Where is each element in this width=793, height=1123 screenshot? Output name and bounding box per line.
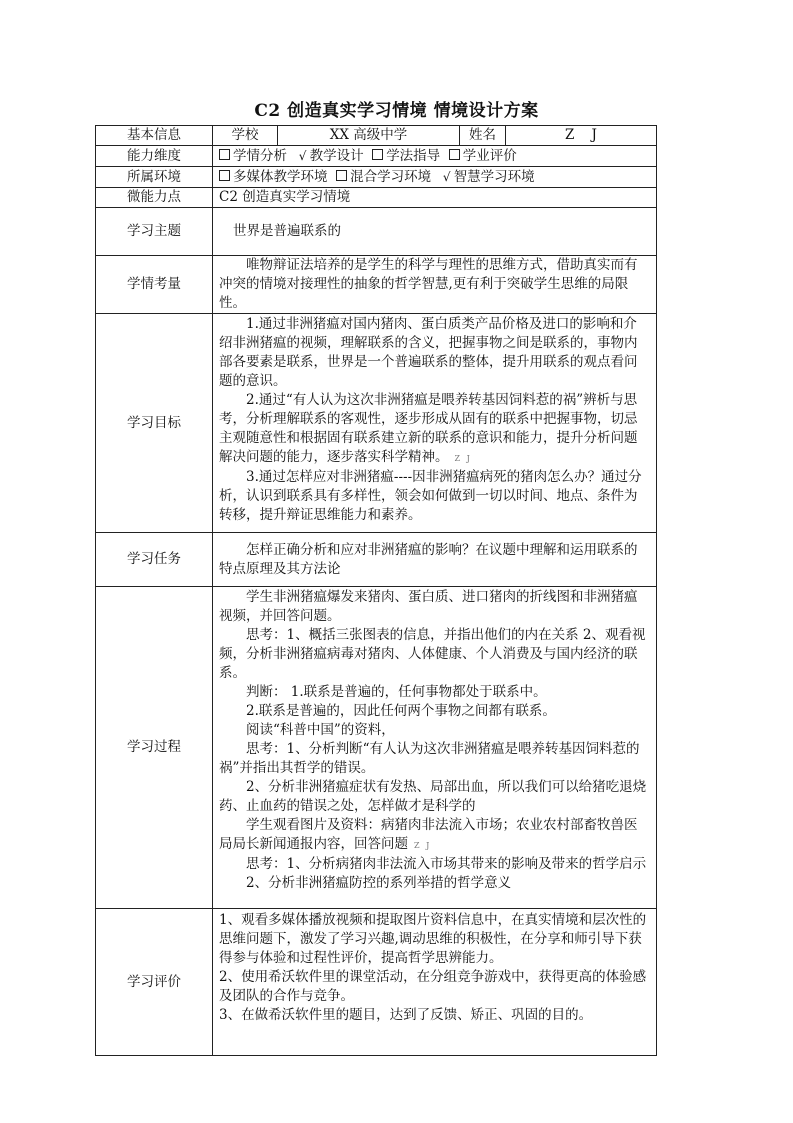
process-line-1: 学生非洲猪瘟爆发来猪肉、蛋白质、进口猪肉的折线图和非洲猪瘟视频，并回答问题。: [219, 589, 638, 624]
checkbox-empty-icon: [219, 149, 230, 160]
label-process: 学习过程: [96, 587, 213, 909]
micro-ability-value: C2 创造真实学习情境: [213, 188, 657, 208]
row-theme: [96, 208, 657, 256]
page-title: C2 创造真实学习情境 情境设计方案: [254, 101, 539, 121]
label-analysis: 学情考量: [96, 256, 213, 314]
row-goals: [96, 314, 657, 533]
checkmark-icon: √: [298, 148, 307, 163]
row-micro-ability: [96, 188, 657, 208]
row-environment: [96, 167, 657, 188]
checkmark-icon: √: [442, 169, 451, 184]
ability-option-0[interactable]: 学情分析: [219, 148, 287, 164]
name-value: Z J: [506, 126, 657, 146]
label-name: 姓名: [460, 126, 506, 146]
process-line-4: 2.联系是普遍的，因此任何两个事物之间都有联系。: [246, 703, 556, 719]
environment-option-1[interactable]: 混合学习环境: [336, 169, 431, 185]
ability-option-3[interactable]: 学业评价: [449, 148, 517, 164]
evaluation-line-1: 1、观看多媒体播放视频和提取图片资料信息中，在真实情境和层次性的思维问题下，激发了学习兴趣,调动思维的积极性，在分享和师引导下获得参与体验和过程性评价，提高哲学思辨能力。: [219, 912, 647, 966]
row-process: [96, 587, 657, 909]
label-environment: 所属环境: [96, 167, 213, 188]
design-table: [95, 125, 657, 1056]
goals-cell: [213, 314, 657, 533]
task-text: 怎样正确分析和应对非洲猪瘟的影响？在议题中理解和运用联系的特点原理及其方法论: [219, 541, 638, 577]
evaluation-cell: [213, 909, 657, 1056]
theme-value: 世界是普遍联系的: [213, 208, 657, 256]
ability-options: [213, 146, 657, 167]
goal-1: 1.通过非洲猪瘟对国内猪肉、蛋白质类产品价格及进口的影响和介绍非洲猪瘟的视频，理解联系的含义，把握事物之间是联系的，事物内部各要素是联系，世界是一个普遍联系的整体，提升用联系的观点看问题的意识。: [219, 316, 638, 389]
analysis-text: 唯物辩证法培养的是学生的科学与理性的思维方式，借助真实而有冲突的情境对接理性的抽象的哲学智慧,更有利于突破学生思维的局限性。: [219, 257, 638, 311]
checkbox-empty-icon: [219, 170, 230, 181]
process-line-7: 2、分析非洲猪瘟症状有发热、局部出血，所以我们可以给猪吃退烧药、止血药的错误之处，怎样做才是科学的: [219, 779, 647, 814]
process-line-6: 思考：1、分析判断“有人认为这次非洲猪瘟是喂养转基因饲料惹的祸”并指出其哲学的错误。: [219, 741, 640, 776]
environment-option-0[interactable]: 多媒体教学环境: [219, 169, 328, 185]
row-basic-info: [96, 126, 657, 146]
row-evaluation: [96, 909, 657, 1056]
label-evaluation: 学习评价: [96, 909, 213, 1056]
analysis-cell: [213, 256, 657, 314]
ability-option-2[interactable]: 学法指导: [372, 148, 440, 164]
label-theme: 学习主题: [96, 208, 213, 256]
label-basic-info: 基本信息: [96, 126, 213, 146]
process-line-8: 学生观看图片及资料：病猪肉非法流入市场；农业农村部畜牧兽医局局长新闻通报内容，回答问题 Z J: [219, 817, 638, 852]
process-line-5: 阅读“科普中国”的资料，: [246, 722, 395, 738]
label-ability: 能力维度: [96, 146, 213, 167]
task-cell: [213, 533, 657, 587]
row-ability: [96, 146, 657, 167]
process-line-9: 思考：1、分析病猪肉非法流入市场其带来的影响及带来的哲学启示: [246, 856, 647, 872]
row-task: [96, 533, 657, 587]
checkbox-empty-icon: [449, 149, 460, 160]
row-analysis: [96, 256, 657, 314]
process-cell: [213, 587, 657, 909]
label-goals: 学习目标: [96, 314, 213, 533]
label-task: 学习任务: [96, 533, 213, 587]
goal-3: 3.通过怎样应对非洲猪瘟----因非洲猪瘟病死的猪肉怎么办？通过分析，认识到联系具有多样性，领会如何做到一切以时间、地点、条件为转移，提升辩证思维能力和素养。: [219, 469, 642, 523]
goal-2: 2.通过“有人认为这次非洲猪瘟是喂养转基因饲料惹的祸”辨析与思考，分析理解联系的客观性，逐步形成从固有的联系中把握事物，切忌主观随意性和根据固有联系建立新的联系的意识和能力，提升分析问题解决问题的能力，逐步落实科学精神。 Z J: [219, 392, 638, 465]
process-line-2: 思考：1、概括三张图表的信息，并指出他们的内在关系 2、观看视频，分析非洲猪瘟病毒对猪肉、人体健康、个人消费及与国内经济的联系。: [219, 627, 646, 681]
environment-options: [213, 167, 657, 188]
checkbox-empty-icon: [336, 170, 347, 181]
environment-option-2[interactable]: √ 智慧学习环境: [440, 169, 535, 185]
process-line-10: 2、分析非洲猪瘟防控的系列举措的哲学意义: [246, 875, 512, 891]
watermark-mark: Z J: [414, 841, 432, 850]
evaluation-line-3: 3、在做希沃软件里的题目，达到了反馈、矫正、巩固的目的。: [219, 1007, 593, 1023]
process-line-3: 判断： 1.联系是普遍的，任何事物都处于联系中。: [246, 684, 547, 700]
evaluation-line-2: 2、使用希沃软件里的课堂活动，在分组竞争游戏中，获得更高的体验感及团队的合作与竞争。: [219, 969, 647, 1004]
label-school: 学校: [213, 126, 278, 146]
school-value: XX 高级中学: [278, 126, 460, 146]
checkbox-empty-icon: [372, 149, 383, 160]
watermark-mark: Z J: [454, 454, 472, 463]
ability-option-1[interactable]: √ 教学设计: [296, 148, 364, 164]
label-micro-ability: 微能力点: [96, 188, 213, 208]
